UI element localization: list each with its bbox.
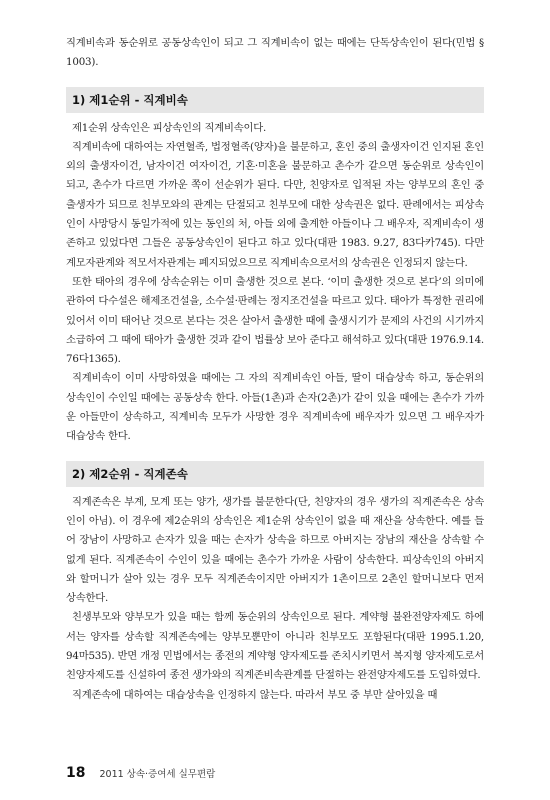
section-heading-1: 1) 제1순위 - 직계비속 <box>66 87 484 113</box>
body-paragraph: 직계존속은 부계, 모계 또는 양가, 생가를 불문한다(단, 친양자의 경우 생가의 직계존속은 상속인이 아님). 이 경우에 제2순위의 상속인은 제1순위 상속인이 없을 때 재산을 상속한다. 예를 들어 장남이 사망하고 손자가 있을 때는 손자가 상속을 하므로 아버지는 장남의 재산을 상속할 수 없게 된다. 직계존속이 수인이 있을 때에는 촌수가 가까운 사람이 상속한다. 피상속인의 아버지와 할머니가 살아 있는 경우 모두 직계존속이지만 아버지가 1촌이므로 2촌인 할머니보다 먼저 상속한다. <box>66 495 484 605</box>
body-paragraph: 직계비속에 대하여는 자연혈족, 법정혈족(양자)을 불문하고, 혼인 중의 출생자이건 인지된 혼인 외의 출생자이건, 남자이건 여자이건, 기혼·미혼을 불문하고 촌수가 같으면 동순위로 상속인이 되고, 촌수가 다르면 가까운 쪽이 선순위가 된다. 다만, 친양자로 입적된 자는 양부모의 혼인 중 출생자가 되므로 친부모와의 관계는 단절되고 친부모에 대한 상속권은 없다. 판례에서는 피상속인이 사망당시 동일가적에 있는 동인의 처, 아들 외에 출계한 아들이나 그 배우자, 직계비속이 생존하고 있었다면 그들은 공동상속인이 된다고 하고 있다(대판 1983. 9.27, 83다카745). 다만 계모자관계와 적모서자관계는 폐지되었으므로 직계비속으로서의 상속권은 인정되지 않는다. <box>66 140 484 269</box>
page-footer <box>66 765 215 781</box>
page-body <box>66 34 484 705</box>
running-footer-title: 2011 상속·증여세 실무편람 <box>99 769 216 780</box>
body-paragraph: 직계존속에 대하여는 대습상속을 인정하지 않는다. 따라서 부모 중 부만 살아있을 때 <box>72 688 438 701</box>
intro-paragraph: 직계비속과 동순위로 공동상속인이 되고 그 직계비속이 없는 때에는 단독상속인이 된다(민법 § 1003). <box>66 37 484 69</box>
body-paragraph: 제1순위 상속인은 피상속인의 직계비속이다. <box>72 121 267 134</box>
body-paragraph: 또한 태아의 경우에 상속순위는 이미 출생한 것으로 본다. ‘이미 출생한 것으로 본다’의 의미에 관하여 다수설은 해제조건설을, 소수설·판례는 정지조건설을 따르고 있다. 태아가 특정한 권리에 있어서 이미 태어난 것으로 본다는 것은 살아서 출생한 때에 출생시기가 문제의 사건의 시기까지 소급하여 그 때에 태아가 출생한 것과 같이 법률상 보아 준다고 해석하고 있다(대판 1976.9.14. 76다1365). <box>66 275 484 366</box>
body-paragraph: 직계비속이 이미 사망하였을 때에는 그 자의 직계비속인 아들, 딸이 대습상속 하고, 동순위의 상속인이 수인일 때에는 공동상속 한다. 아들(1촌)과 손자(2촌)가 같이 있을 때에는 촌수가 가까운 아들만이 상속하고, 직계비속 모두가 사망한 경우 직계비속에 배우자가 있으면 그 배우자가 대습상속 한다. <box>66 372 484 443</box>
body-paragraph: 친생부모와 양부모가 있을 때는 함께 동순위의 상속인으로 된다. 계약형 불완전양자제도 하에서는 양자를 상속할 직계존속에는 양부모뿐만이 아니라 친부모도 포함된다(대판 1995.1.20, 94마535). 반면 개정 민법에서는 종전의 계약형 양자제도를 존치시키면서 복지형 양자제도로서 친양자제도를 신설하여 종전 생가와의 직계존비속관계를 단절하는 완전양자제도를 도입하였다. <box>66 611 484 682</box>
page-number: 18 <box>66 765 86 781</box>
section-heading-2: 2) 제2순위 - 직계존속 <box>66 461 484 487</box>
